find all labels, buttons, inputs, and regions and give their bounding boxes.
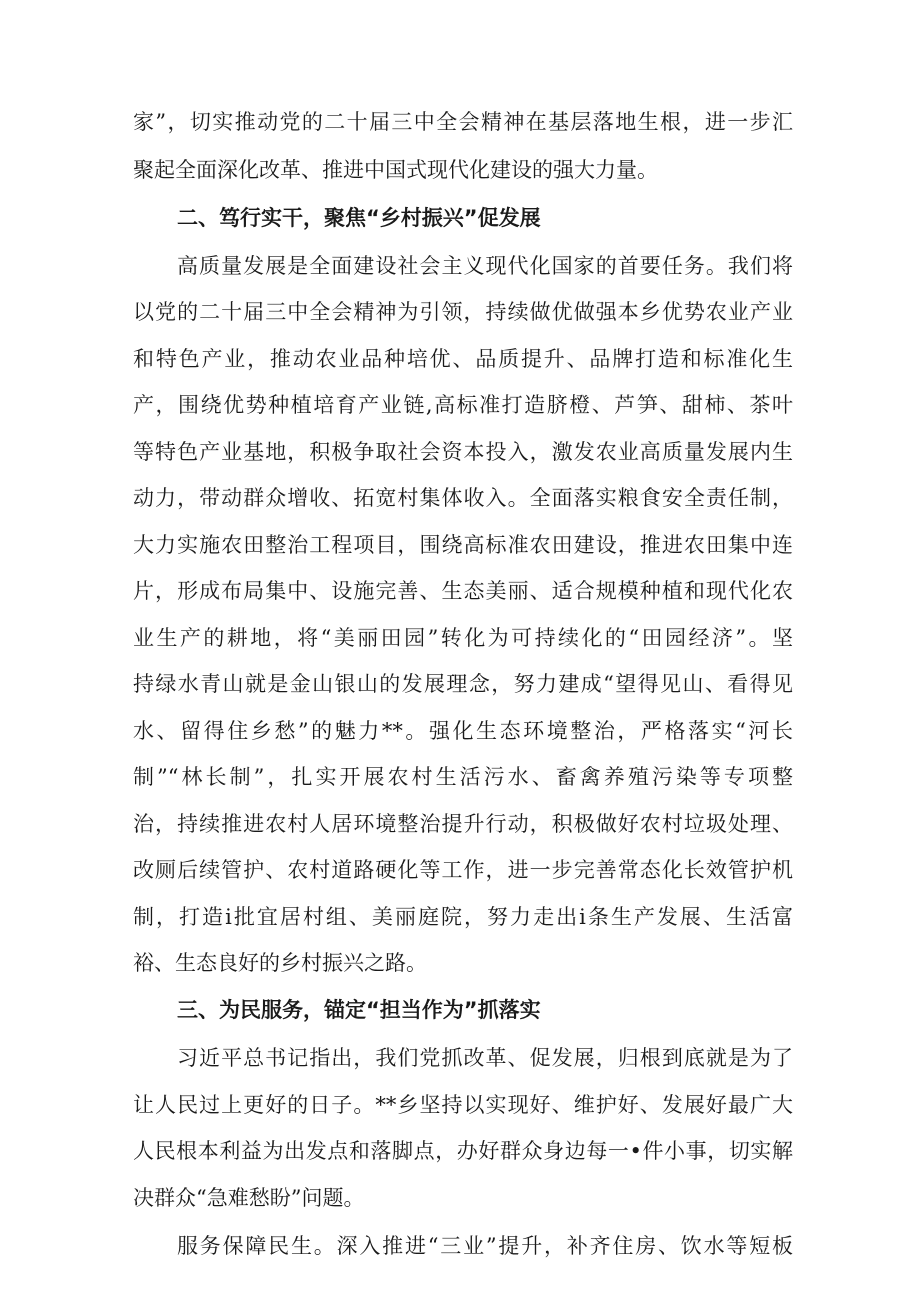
paragraph-line: 习近平总书记指出，我们党抓改革、促发展，归根到底就是为了 xyxy=(177,1046,793,1070)
paragraph-line: 片，形成布局集中、设施完善、生态美丽、适合规模种植和现代化农 xyxy=(133,579,793,603)
paragraph-line: 制”“林长制”，扎实开展农村生活污水、畜禽养殖污染等专项整 xyxy=(133,765,793,789)
paragraph-line: 改厕后续管护、农村道路硬化等工作，进一步完善常态化长效管护机 xyxy=(133,858,793,882)
paragraph-line: 以党的二十届三中全会精神为引领，持续做优做强本乡优势农业产业 xyxy=(133,300,793,324)
paragraph-line: 产，围绕优势种植培育产业链,高标准打造脐橙、芦笋、甜柿、茶叶 xyxy=(133,393,793,417)
paragraph-line: 服务保障民生。深入推进“三业”提升，补齐住房、饮水等短板 xyxy=(177,1234,793,1258)
paragraph-line: 水、留得住乡愁”的魅力**。强化生态环境整治，严格落实“河长 xyxy=(133,719,793,743)
paragraph-line: 人民根本利益为出发点和落脚点，办好群众身边每一•件小事，切实解 xyxy=(133,1139,793,1163)
paragraph-line: 动力，带动群众增收、拓宽村集体收入。全面落实粮食安全责任制， xyxy=(133,486,793,510)
paragraph-line: 等特色产业基地，积极争取社会资本投入，激发农业高质量发展内生 xyxy=(133,440,793,464)
paragraph-line: 持绿水青山就是金山银山的发展理念，努力建成“望得见山、看得见 xyxy=(133,672,793,696)
paragraph-line: 和特色产业，推动农业品种培优、品质提升、品牌打造和标准化生 xyxy=(133,347,793,371)
paragraph-line: 大力实施农田整治工程项目，围绕高标准农田建设，推进农田集中连 xyxy=(133,533,793,557)
paragraph-line: 聚起全面深化改革、推进中国式现代化建设的强大力量。 xyxy=(133,158,658,182)
paragraph-line: 决群众“急难愁盼”问题。 xyxy=(133,1186,365,1210)
paragraph-line: 裕、生态良好的乡村振兴之路。 xyxy=(133,951,427,975)
paragraph-line: 高质量发展是全面建设社会主义现代化国家的首要任务。我们将 xyxy=(177,254,793,278)
paragraph-line: 制，打造i批宜居村组、美丽庭院，努力走出i条生产发展、生活富 xyxy=(133,905,793,929)
paragraph-line: 治，持续推进农村人居环境整治提升行动，积极做好农村垃圾处理、 xyxy=(133,812,793,836)
paragraph-line: 业生产的耕地，将“美丽田园”转化为可持续化的“田园经济”。坚 xyxy=(133,626,793,650)
section-heading-2: 二、笃行实干，聚焦“乡村振兴”促发展 xyxy=(177,206,541,230)
paragraph-line: 让人民过上更好的日子。**乡坚持以实现好、维护好、发展好最广大 xyxy=(133,1093,793,1117)
section-heading-3: 三、为民服务，锚定“担当作为”抓落实 xyxy=(177,998,541,1022)
paragraph-line: 家”，切实推动党的二十届三中全会精神在基层落地生根，进一步汇 xyxy=(133,110,793,134)
